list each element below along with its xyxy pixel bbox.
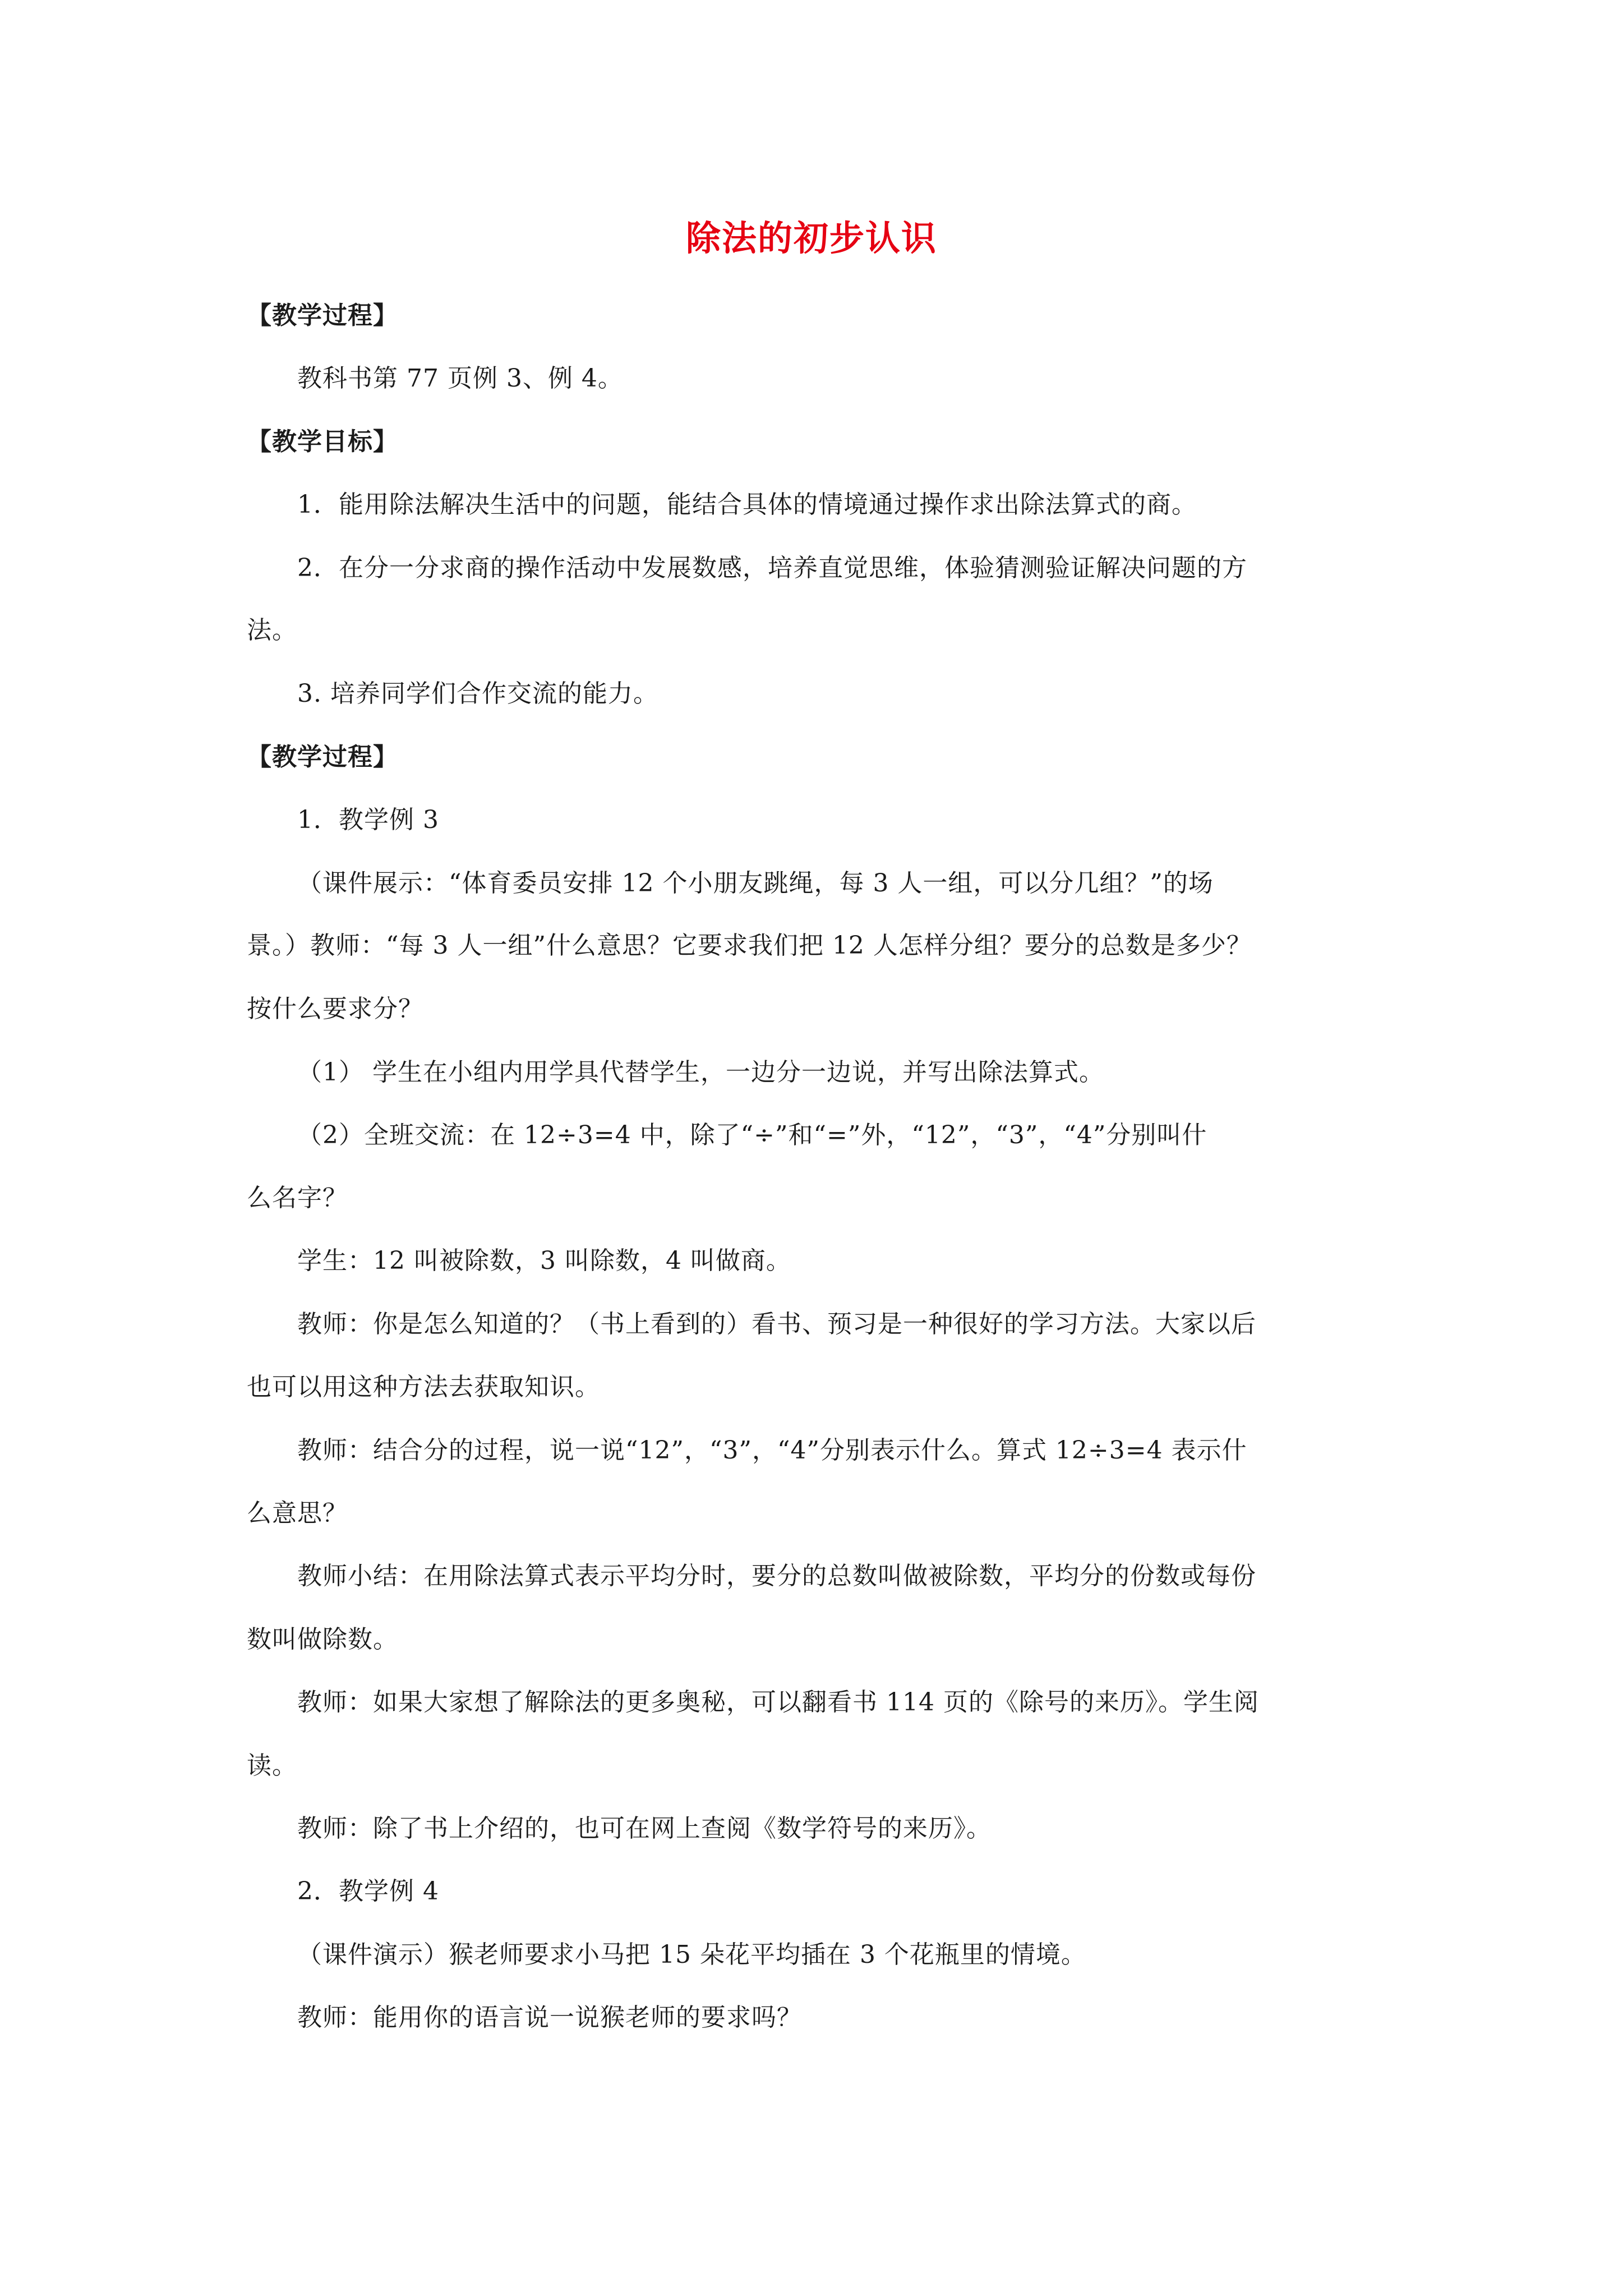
section-heading-goals: 【教学目标】: [247, 427, 398, 456]
paragraph-continuation: 么意思？: [247, 1499, 348, 1527]
paragraph-continuation: 法。: [247, 616, 297, 645]
paragraph: 教师小结：在用除法算式表示平均分时，要分的总数叫做被除数，平均分的份数或每份: [297, 1562, 1256, 1590]
document-title: 除法的初步认识: [685, 218, 937, 259]
paragraph-continuation: 读。: [247, 1751, 297, 1780]
paragraph: （1） 学生在小组内用学具代替学生，一边分一边说，并写出除法算式。: [297, 1058, 1104, 1087]
paragraph: 学生：12 叫被除数，3 叫除数，4 叫做商。: [297, 1246, 791, 1275]
paragraph-continuation: 数叫做除数。: [247, 1625, 398, 1654]
paragraph: 2．教学例 4: [297, 1877, 439, 1906]
paragraph: 2．在分一分求商的操作活动中发展数感，培养直觉思维，体验猜测验证解决问题的方: [297, 554, 1247, 582]
paragraph: （课件演示）猴老师要求小马把 15 朵花平均插在 3 个花瓶里的情境。: [297, 1940, 1086, 1969]
paragraph: （2）全班交流：在 12÷3=4 中，除了“÷”和“=”外，“12”，“3”，“4”分别叫什: [297, 1121, 1207, 1149]
paragraph: 1．教学例 3: [297, 806, 439, 834]
paragraph: 教师：你是怎么知道的？（书上看到的）看书、预习是一种很好的学习方法。大家以后: [297, 1310, 1256, 1338]
paragraph: 教师：除了书上介绍的，也可在网上查阅《数学符号的来历》。: [297, 1814, 992, 1843]
paragraph-continuation: 景。）教师：“每 3 人一组”什么意思？它要求我们把 12 人怎样分组？要分的总数是多少？: [247, 931, 1252, 960]
paragraph: （课件展示：“体育委员安排 12 个小朋友跳绳，每 3 人一组，可以分几组？”的场: [297, 869, 1214, 898]
paragraph: 教科书第 77 页例 3、例 4。: [297, 364, 623, 393]
section-heading-process: 【教学过程】: [247, 743, 398, 771]
paragraph: 1．能用除法解决生活中的问题，能结合具体的情境通过操作求出除法算式的商。: [297, 490, 1197, 519]
section-heading-process: 【教学过程】: [247, 301, 398, 330]
paragraph-continuation: 么名字？: [247, 1184, 348, 1212]
paragraph-continuation: 也可以用这种方法去获取知识。: [247, 1373, 600, 1401]
paragraph: 教师：能用你的语言说一说猴老师的要求吗？: [297, 2003, 802, 2032]
paragraph: 教师：如果大家想了解除法的更多奥秘，可以翻看书 114 页的《除号的来历》。学生阅: [297, 1688, 1259, 1717]
paragraph: 教师：结合分的过程，说一说“12”，“3”，“4”分别表示什么。算式 12÷3=4 表示什: [297, 1436, 1247, 1465]
paragraph: 3. 培养同学们合作交流的能力。: [297, 679, 658, 708]
paragraph-continuation: 按什么要求分？: [247, 995, 423, 1023]
